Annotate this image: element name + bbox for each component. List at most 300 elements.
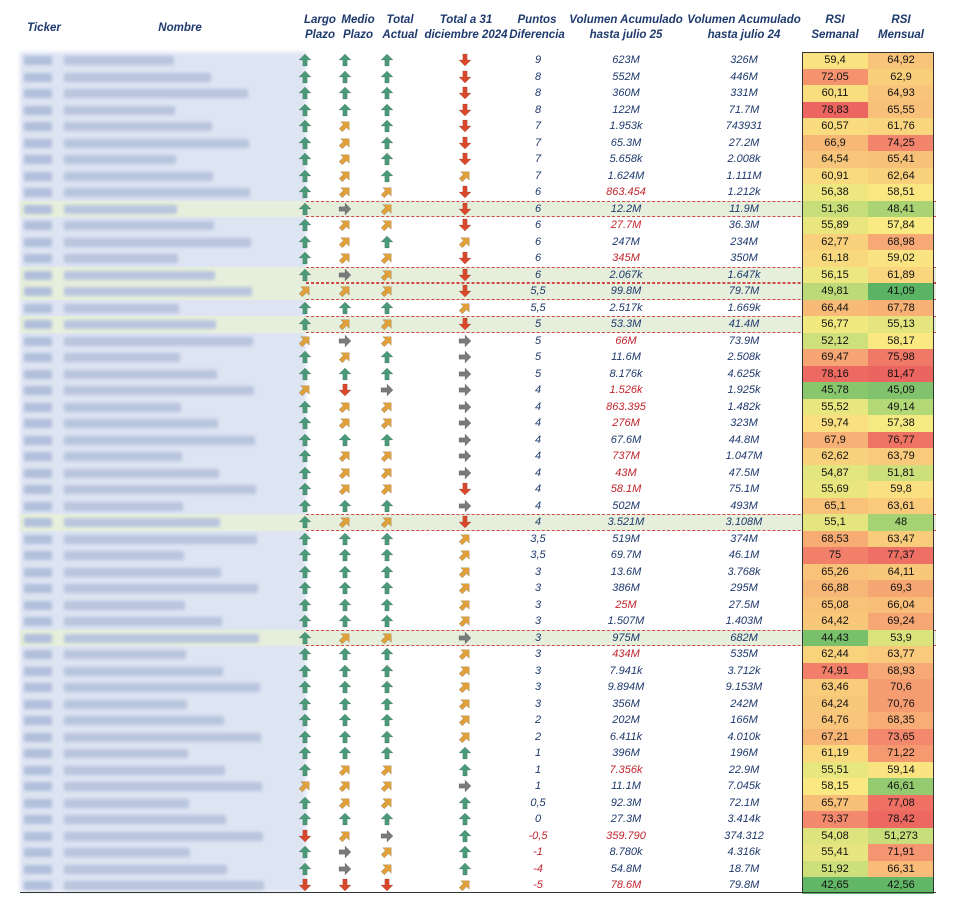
volumen-24-cell: 1.111M: [726, 169, 762, 182]
arrow-diag-icon: [338, 152, 352, 166]
ticker-cell-redacted: [24, 568, 52, 577]
volumen-25-cell: 434M: [612, 648, 640, 660]
table-row: [20, 399, 936, 416]
volumen-25-cell: 345M: [612, 252, 640, 264]
ticker-cell-redacted: [24, 799, 52, 808]
arrow-up-icon: [380, 664, 394, 678]
arrow-down-icon: [458, 185, 472, 199]
arrow-up-icon: [298, 317, 312, 331]
arrow-up-icon: [338, 680, 352, 694]
volumen-25-cell: 99.8M: [610, 285, 642, 297]
arrow-down-icon: [458, 119, 472, 133]
header-largo-plazo: Largo Plazo: [304, 14, 336, 41]
rsi-mensual-cell: 42,56: [868, 877, 934, 894]
volumen-24-cell: 374.312: [724, 829, 764, 842]
rsi-semanal-cell: 78,83: [802, 102, 868, 119]
rsi-mensual-cell: 65,41: [868, 151, 934, 168]
name-cell-redacted: [64, 337, 253, 346]
ticker-cell-redacted: [24, 485, 52, 494]
arrow-down-icon: [458, 70, 472, 84]
arrow-up-icon: [458, 812, 472, 826]
arrow-up-icon: [380, 103, 394, 117]
arrow-up-icon: [298, 268, 312, 282]
name-cell-redacted: [64, 56, 174, 65]
ticker-cell-redacted: [24, 139, 52, 148]
volumen-24-cell: 1.047M: [725, 450, 763, 462]
volumen-24-cell: 3.414k: [727, 813, 761, 825]
volumen-25-cell: 552M: [612, 70, 640, 83]
rsi-semanal-cell: 78,16: [802, 366, 868, 383]
volumen-25-cell: 386M: [612, 582, 640, 594]
table-row: [20, 861, 936, 878]
arrow-up-icon: [338, 565, 352, 579]
arrow-up-icon: [298, 515, 312, 529]
rsi-mensual-cell: 63,79: [868, 448, 934, 465]
arrow-diag-icon: [380, 416, 394, 430]
table-row: [20, 762, 936, 779]
arrow-up-icon: [380, 301, 394, 315]
rsi-mensual-cell: 63,77: [868, 646, 934, 663]
ticker-cell-redacted: [24, 733, 52, 742]
name-cell-redacted: [64, 73, 211, 82]
rsi-mensual-cell: 53,9: [868, 630, 934, 647]
arrow-up-icon: [380, 152, 394, 166]
puntos-diferencia-cell: 4: [534, 516, 542, 528]
volumen-25-cell: 8.176k: [609, 367, 643, 380]
name-cell-redacted: [64, 601, 185, 610]
arrow-up-icon: [298, 812, 312, 826]
arrow-diag-icon: [338, 829, 352, 843]
rsi-semanal-cell: 65,26: [802, 564, 868, 581]
rsi-mensual-cell: 48,41: [868, 201, 934, 218]
puntos-diferencia-cell: 4: [534, 466, 542, 479]
volumen-24-cell: 2.508k: [727, 351, 761, 363]
ticker-cell-redacted: [24, 436, 52, 445]
name-cell-redacted: [64, 766, 225, 775]
arrow-right-icon: [338, 845, 352, 859]
arrow-diag-icon: [338, 185, 352, 199]
puntos-diferencia-cell: 6: [534, 186, 542, 198]
arrow-up-icon: [380, 350, 394, 364]
ticker-cell-redacted: [24, 452, 52, 461]
arrow-diag-icon: [338, 482, 352, 496]
volumen-25-cell: 1.526k: [609, 384, 643, 396]
table-row: [20, 448, 936, 465]
rsi-semanal-cell: 45,78: [802, 382, 868, 399]
puntos-diferencia-cell: 4: [534, 499, 542, 512]
arrow-up-icon: [338, 532, 352, 546]
name-cell-redacted: [64, 881, 264, 890]
arrow-diag-icon: [338, 284, 352, 298]
volumen-24-cell: 196M: [730, 747, 758, 759]
puntos-diferencia-cell: 3: [534, 681, 542, 693]
puntos-diferencia-cell: 7: [534, 153, 542, 165]
puntos-diferencia-cell: 5: [534, 367, 542, 380]
ticker-cell-redacted: [24, 155, 52, 164]
rsi-semanal-cell: 55,1: [802, 514, 868, 531]
rsi-mensual-cell: 74,25: [868, 135, 934, 152]
arrow-up-icon: [298, 103, 312, 117]
volumen-25-cell: 122M: [612, 103, 640, 116]
arrow-diag-icon: [458, 548, 472, 562]
puntos-diferencia-cell: 7: [534, 169, 542, 182]
volumen-25-cell: 92.3M: [610, 796, 642, 809]
arrow-up-icon: [298, 647, 312, 661]
volumen-25-cell: 25M: [615, 598, 637, 611]
table-row: [20, 85, 936, 102]
arrow-up-icon: [298, 235, 312, 249]
rsi-mensual-cell: 57,84: [868, 217, 934, 234]
table-bottom-border: [20, 892, 936, 893]
arrow-up-icon: [298, 664, 312, 678]
rsi-mensual-cell: 41,09: [868, 283, 934, 300]
volumen-25-cell: 27.3M: [610, 813, 642, 825]
arrow-right-icon: [458, 367, 472, 381]
volumen-24-cell: 1.403M: [725, 615, 763, 627]
arrow-diag-icon: [380, 763, 394, 777]
ticker-cell-redacted: [24, 502, 52, 511]
volumen-24-cell: 72.1M: [728, 796, 760, 809]
volumen-25-cell: 8.780k: [609, 846, 643, 858]
arrow-up-icon: [298, 796, 312, 810]
puntos-diferencia-cell: 3: [534, 631, 542, 644]
name-cell-redacted: [64, 782, 262, 791]
arrow-diag-icon: [380, 779, 394, 793]
name-cell-redacted: [64, 535, 257, 544]
puntos-diferencia-cell: 8: [534, 87, 542, 99]
arrow-up-icon: [380, 812, 394, 826]
volumen-24-cell: 27.2M: [728, 136, 760, 149]
arrow-down-icon: [458, 268, 472, 282]
rsi-semanal-cell: 69,47: [802, 349, 868, 366]
arrow-diag-icon: [380, 202, 394, 216]
puntos-diferencia-cell: 3: [534, 565, 542, 578]
arrow-down-icon: [458, 53, 472, 67]
puntos-diferencia-cell: 7: [534, 120, 542, 132]
header-nombre: Nombre: [158, 21, 202, 34]
puntos-diferencia-cell: 9: [534, 54, 542, 66]
ticker-cell-redacted: [24, 881, 52, 890]
puntos-diferencia-cell: 6: [534, 202, 542, 215]
rsi-semanal-cell: 74,91: [802, 663, 868, 680]
table-row: [20, 217, 936, 234]
arrow-diag-icon: [338, 136, 352, 150]
volumen-24-cell: 682M: [730, 631, 758, 644]
arrow-down-icon: [458, 317, 472, 331]
volumen-25-cell: 3.521M: [607, 516, 645, 528]
volumen-25-cell: 65.3M: [610, 136, 642, 149]
name-cell-redacted: [64, 832, 263, 841]
table-row: [20, 811, 936, 828]
arrow-right-icon: [458, 400, 472, 414]
rsi-mensual-cell: 59,02: [868, 250, 934, 267]
arrow-up-icon: [380, 235, 394, 249]
arrow-diag-icon: [458, 532, 472, 546]
puntos-diferencia-cell: 3: [534, 697, 542, 710]
volumen-25-cell: 247M: [612, 235, 640, 248]
arrow-up-icon: [380, 433, 394, 447]
arrow-up-icon: [380, 367, 394, 381]
puntos-diferencia-cell: -1: [533, 846, 543, 858]
puntos-diferencia-cell: 2: [534, 714, 542, 726]
arrow-up-icon: [380, 565, 394, 579]
rsi-mensual-cell: 64,93: [868, 85, 934, 102]
name-cell-redacted: [64, 386, 254, 395]
rsi-semanal-cell: 62,62: [802, 448, 868, 465]
table-row: [20, 382, 936, 399]
ticker-cell-redacted: [24, 287, 52, 296]
rsi-mensual-cell: 49,14: [868, 399, 934, 416]
volumen-25-cell: 1.507M: [607, 615, 645, 627]
arrow-up-icon: [298, 532, 312, 546]
arrow-down-icon: [458, 218, 472, 232]
rsi-semanal-cell: 54,87: [802, 465, 868, 482]
puntos-diferencia-cell: 5,5: [530, 285, 546, 297]
arrow-down-icon: [458, 136, 472, 150]
arrow-diag-icon: [338, 449, 352, 463]
ticker-cell-redacted: [24, 650, 52, 659]
ticker-cell-redacted: [24, 634, 52, 643]
volumen-24-cell: 47.5M: [728, 466, 760, 479]
arrow-up-icon: [380, 136, 394, 150]
rsi-mensual-cell: 66,31: [868, 861, 934, 878]
puntos-diferencia-cell: 8: [534, 103, 542, 116]
ticker-cell-redacted: [24, 56, 52, 65]
arrow-up-icon: [380, 730, 394, 744]
arrow-up-icon: [298, 416, 312, 430]
arrow-up-icon: [298, 119, 312, 133]
table-row: [20, 168, 936, 185]
ticker-cell-redacted: [24, 584, 52, 593]
arrow-right-icon: [458, 383, 472, 397]
puntos-diferencia-cell: 0,5: [530, 796, 546, 809]
volumen-24-cell: 326M: [730, 54, 758, 66]
table-row: [20, 630, 936, 647]
arrow-diag-icon: [458, 614, 472, 628]
rsi-mensual-cell: 51,81: [868, 465, 934, 482]
ticker-cell-redacted: [24, 419, 52, 428]
rsi-semanal-cell: 67,9: [802, 432, 868, 449]
rsi-mensual-cell: 59,8: [868, 481, 934, 498]
name-cell-redacted: [64, 584, 258, 593]
puntos-diferencia-cell: 7: [534, 136, 542, 149]
arrow-diag-icon: [380, 218, 394, 232]
name-cell-redacted: [64, 188, 250, 197]
name-cell-redacted: [64, 271, 215, 280]
arrow-up-icon: [380, 614, 394, 628]
arrow-diag-icon: [338, 400, 352, 414]
arrow-diag-icon: [338, 218, 352, 232]
table-row: [20, 234, 936, 251]
rsi-mensual-cell: 68,93: [868, 663, 934, 680]
volumen-25-cell: 7.356k: [609, 763, 643, 776]
volumen-25-cell: 623M: [612, 54, 640, 66]
rsi-semanal-cell: 61,19: [802, 745, 868, 762]
arrow-down-icon: [298, 878, 312, 892]
volumen-25-cell: 66M: [615, 334, 637, 347]
arrow-up-icon: [298, 53, 312, 67]
volumen-25-cell: 360M: [612, 87, 640, 99]
table-row: [20, 135, 936, 152]
arrow-up-icon: [298, 746, 312, 760]
rsi-mensual-cell: 48: [868, 514, 934, 531]
name-cell-redacted: [64, 221, 214, 230]
name-cell-redacted: [64, 436, 255, 445]
ticker-cell-redacted: [24, 683, 52, 692]
arrow-up-icon: [298, 499, 312, 513]
volumen-24-cell: 79.8M: [728, 879, 760, 891]
volumen-25-cell: 11.1M: [611, 780, 641, 792]
puntos-diferencia-cell: 3: [534, 598, 542, 611]
rsi-semanal-cell: 56,15: [802, 267, 868, 284]
ticker-cell-redacted: [24, 617, 52, 626]
rsi-mensual-cell: 45,09: [868, 382, 934, 399]
ticker-cell-redacted: [24, 254, 52, 263]
arrow-up-icon: [338, 499, 352, 513]
name-cell-redacted: [64, 799, 189, 808]
volumen-25-cell: 737M: [612, 450, 640, 462]
arrow-diag-icon: [458, 730, 472, 744]
name-cell-redacted: [64, 469, 219, 478]
name-cell-redacted: [64, 419, 218, 428]
table-row: [20, 316, 936, 333]
arrow-up-icon: [458, 829, 472, 843]
arrow-up-icon: [380, 746, 394, 760]
arrow-up-icon: [338, 812, 352, 826]
arrow-down-icon: [298, 829, 312, 843]
arrow-diag-icon: [380, 482, 394, 496]
name-cell-redacted: [64, 155, 176, 164]
name-cell-redacted: [64, 320, 216, 329]
ticker-cell-redacted: [24, 386, 52, 395]
volumen-25-cell: 12.2M: [610, 202, 642, 215]
arrow-diag-icon: [298, 284, 312, 298]
name-cell-redacted: [64, 452, 182, 461]
puntos-diferencia-cell: 1: [534, 763, 542, 776]
arrow-up-icon: [338, 614, 352, 628]
volumen-25-cell: 69.7M: [610, 549, 642, 561]
arrow-up-icon: [298, 169, 312, 183]
arrow-up-icon: [298, 862, 312, 876]
arrow-up-icon: [298, 350, 312, 364]
rsi-semanal-cell: 65,08: [802, 597, 868, 614]
name-cell-redacted: [64, 139, 249, 148]
rsi-mensual-cell: 70,76: [868, 696, 934, 713]
arrow-up-icon: [298, 845, 312, 859]
arrow-diag-icon: [458, 878, 472, 892]
arrow-up-icon: [458, 763, 472, 777]
table-row: [20, 283, 936, 300]
table-row: [20, 415, 936, 432]
name-cell-redacted: [64, 172, 213, 181]
name-cell-redacted: [64, 485, 256, 494]
arrow-diag-icon: [338, 317, 352, 331]
name-cell-redacted: [64, 650, 186, 659]
arrow-up-icon: [338, 103, 352, 117]
ticker-cell-redacted: [24, 535, 52, 544]
name-cell-redacted: [64, 518, 220, 527]
rsi-mensual-cell: 58,17: [868, 333, 934, 350]
arrow-up-icon: [338, 713, 352, 727]
table-row: [20, 118, 936, 135]
puntos-diferencia-cell: 6: [534, 252, 542, 264]
arrow-diag-icon: [458, 647, 472, 661]
volumen-24-cell: 1.212k: [727, 186, 761, 198]
arrow-up-icon: [338, 433, 352, 447]
arrow-up-icon: [380, 581, 394, 595]
ticker-cell-redacted: [24, 172, 52, 181]
ticker-cell-redacted: [24, 320, 52, 329]
rsi-mensual-cell: 78,42: [868, 811, 934, 828]
arrow-up-icon: [380, 119, 394, 133]
rsi-semanal-cell: 58,15: [802, 778, 868, 795]
arrow-diag-icon: [338, 796, 352, 810]
rsi-mensual-cell: 59,14: [868, 762, 934, 779]
volumen-25-cell: 863.454: [606, 186, 646, 198]
ticker-cell-redacted: [24, 782, 52, 791]
puntos-diferencia-cell: 5,5: [530, 301, 546, 314]
name-cell-redacted: [64, 238, 251, 247]
volumen-24-cell: 18.7M: [728, 862, 760, 875]
rsi-mensual-cell: 71,22: [868, 745, 934, 762]
rsi-semanal-cell: 55,41: [802, 844, 868, 861]
puntos-diferencia-cell: 4: [534, 417, 542, 429]
rsi-mensual-cell: 61,76: [868, 118, 934, 135]
rsi-semanal-cell: 42,65: [802, 877, 868, 894]
volumen-24-cell: 36.3M: [728, 219, 760, 231]
volumen-24-cell: 3.712k: [727, 664, 761, 677]
ticker-cell-redacted: [24, 865, 52, 874]
arrow-up-icon: [338, 598, 352, 612]
volumen-24-cell: 331M: [730, 87, 758, 99]
arrow-up-icon: [338, 301, 352, 315]
volumen-25-cell: 202M: [612, 714, 640, 726]
rsi-mensual-cell: 46,61: [868, 778, 934, 795]
arrow-up-icon: [298, 218, 312, 232]
puntos-diferencia-cell: 6: [534, 268, 542, 281]
arrow-up-icon: [338, 730, 352, 744]
name-cell-redacted: [64, 89, 248, 98]
arrow-up-icon: [380, 697, 394, 711]
arrow-up-icon: [380, 53, 394, 67]
arrow-up-icon: [298, 730, 312, 744]
rsi-mensual-cell: 68,35: [868, 712, 934, 729]
rsi-semanal-cell: 66,88: [802, 580, 868, 597]
arrow-up-icon: [380, 70, 394, 84]
puntos-diferencia-cell: 5: [534, 334, 542, 347]
arrow-down-icon: [458, 251, 472, 265]
rsi-mensual-cell: 69,3: [868, 580, 934, 597]
puntos-diferencia-cell: 3,5: [530, 532, 546, 545]
puntos-diferencia-cell: 3,5: [530, 549, 546, 561]
name-cell-redacted: [64, 403, 181, 412]
ticker-cell-redacted: [24, 73, 52, 82]
volumen-25-cell: 43M: [615, 466, 637, 479]
table-row: [20, 531, 936, 548]
header-total-31-dic: Total a 31 diciembre 2024: [424, 14, 508, 41]
arrow-up-icon: [298, 449, 312, 463]
arrow-diag-icon: [380, 796, 394, 810]
rsi-semanal-cell: 44,43: [802, 630, 868, 647]
arrow-right-icon: [458, 350, 472, 364]
rsi-mensual-cell: 77,08: [868, 795, 934, 812]
table-row: [20, 69, 936, 86]
table-row: [20, 778, 936, 795]
puntos-diferencia-cell: 6: [534, 235, 542, 248]
header-rsi-mensual: RSI Mensual: [877, 14, 924, 41]
table-row: [20, 201, 936, 218]
ticker-cell-redacted: [24, 551, 52, 560]
